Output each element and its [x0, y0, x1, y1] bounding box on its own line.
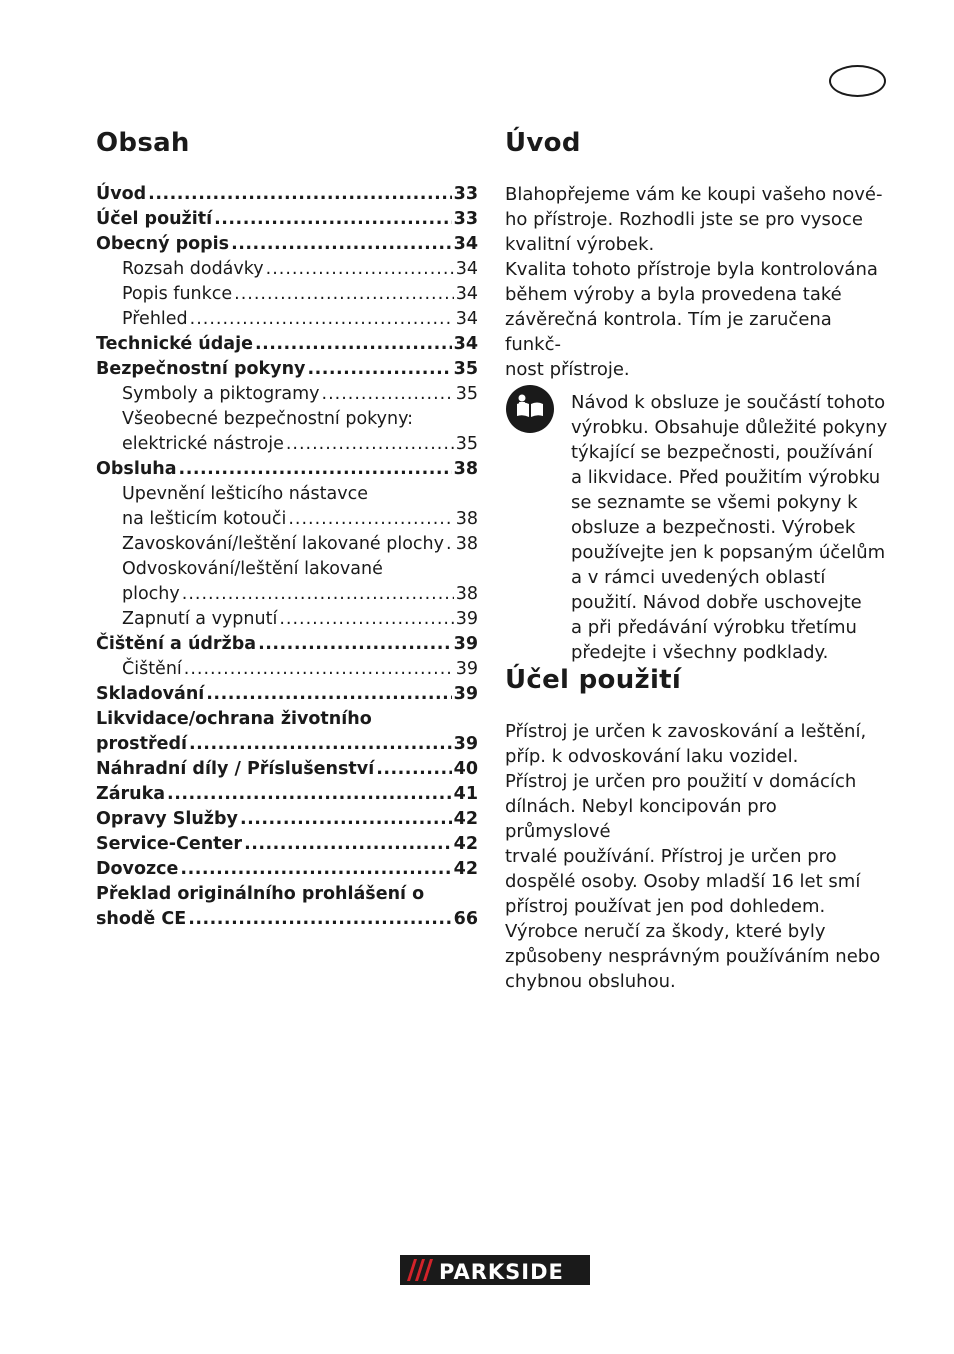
toc-page-number: 33 — [453, 184, 478, 204]
toc-entry-label: Likvidace/ochrana životního — [96, 709, 372, 729]
text-line: a v rámci uvedených oblastí — [571, 567, 826, 588]
toc-page-number: 35 — [455, 384, 478, 404]
toc-entry-label: plochy — [122, 584, 180, 604]
toc-page-number: 38 — [455, 509, 478, 529]
toc-dot-leader — [182, 582, 454, 607]
toc-dot-leader — [179, 457, 452, 482]
toc-page-number: 39 — [453, 634, 478, 654]
toc-dot-leader — [286, 432, 454, 457]
intro-paragraph-2 — [505, 257, 895, 382]
text-line: a likvidace. Před použitím výrobku — [571, 467, 881, 488]
table-of-contents — [96, 128, 478, 932]
toc-list — [96, 182, 478, 932]
toc-entry — [96, 707, 478, 732]
toc-entry — [96, 482, 478, 507]
toc-entry — [96, 657, 478, 682]
toc-entry — [96, 757, 478, 782]
toc-page-number: 39 — [455, 659, 478, 679]
toc-entry — [96, 282, 478, 307]
toc-entry-label: Skladování — [96, 684, 205, 704]
read-manual-icon — [505, 384, 555, 434]
toc-entry — [96, 682, 478, 707]
toc-page-number: 41 — [453, 784, 478, 804]
toc-entry — [96, 507, 478, 532]
toc-dot-leader — [244, 832, 452, 857]
text-line: ho přístroje. Rozhodli jste se pro vysoce — [505, 209, 863, 230]
toc-entry-label: Bezpečnostní pokyny — [96, 359, 306, 379]
toc-dot-leader — [234, 282, 454, 307]
toc-entry-label: shodě CE — [96, 909, 187, 929]
toc-entry-label: Popis funkce — [122, 284, 233, 304]
text-line: výrobku. Obsahuje důležité pokyny — [571, 417, 888, 438]
toc-entry-label: Zapnutí a vypnutí — [122, 609, 278, 629]
toc-entry — [96, 382, 478, 407]
text-line: týkající se bezpečnosti, používání — [571, 442, 873, 463]
text-line: předejte i všechny podklady. — [571, 642, 829, 663]
toc-entry-label: Všeobecné bezpečnostní pokyny: — [122, 409, 414, 429]
toc-entry — [96, 357, 478, 382]
toc-page-number: 38 — [455, 584, 478, 604]
toc-entry-label: Obecný popis — [96, 234, 230, 254]
svg-text:PARKSIDE: PARKSIDE — [439, 1260, 564, 1284]
toc-dot-leader — [184, 657, 454, 682]
toc-entry-label: Service-Center — [96, 834, 243, 854]
text-line: používejte jen k popsaným účelům — [571, 542, 886, 563]
toc-entry-label: Technické údaje — [96, 334, 253, 354]
toc-entry — [96, 532, 478, 557]
toc-entry-label: Překlad originálního prohlášení o — [96, 884, 425, 904]
toc-entry-label: Obsluha — [96, 459, 177, 479]
toc-page-number: 39 — [453, 734, 478, 754]
purpose-paragraph — [505, 719, 895, 994]
toc-page-number: 34 — [453, 334, 478, 354]
toc-entry-label: Upevnění lešticího nástavce — [122, 484, 368, 504]
text-line: přístroj používat jen pod dohledem. — [505, 896, 826, 917]
text-line: Návod k obsluze je součástí tohoto — [571, 392, 886, 413]
toc-page-number: 42 — [453, 834, 478, 854]
toc-page-number: 38 — [453, 459, 478, 479]
toc-page-number: 34 — [455, 284, 478, 304]
toc-dot-leader — [167, 782, 452, 807]
toc-entry-label: Odvoskování/leštění lakované — [122, 559, 383, 579]
toc-entry-label: Opravy Služby — [96, 809, 238, 829]
toc-page-number: 42 — [453, 859, 478, 879]
toc-dot-leader — [180, 857, 451, 882]
toc-entry-label: elektrické nástroje — [122, 434, 284, 454]
toc-entry — [96, 782, 478, 807]
toc-dot-leader — [255, 332, 452, 357]
toc-entry — [96, 882, 478, 907]
toc-dot-leader — [214, 207, 452, 232]
toc-entry — [96, 182, 478, 207]
notice-text — [571, 390, 889, 665]
toc-page-number: 33 — [453, 209, 478, 229]
text-line: nost přístroje. — [505, 359, 630, 380]
text-line: se seznamte se všemi pokyny k — [571, 492, 858, 513]
toc-entry-label: Dovozce — [96, 859, 179, 879]
text-line: trvalé používání. Přístroj je určen pro — [505, 846, 837, 867]
toc-entry — [96, 457, 478, 482]
text-line: kvalitní výrobek. — [505, 234, 655, 255]
toc-entry — [96, 307, 478, 332]
toc-dot-leader — [446, 532, 454, 557]
toc-entry-label: Přehled — [122, 309, 188, 329]
toc-title: Obsah — [96, 128, 190, 158]
toc-entry-label: Úvod — [96, 184, 147, 204]
toc-page-number: 39 — [455, 609, 478, 629]
language-badge — [829, 65, 886, 97]
toc-dot-leader — [307, 357, 451, 382]
toc-entry-label: prostředí — [96, 734, 187, 754]
toc-entry — [96, 407, 478, 432]
toc-entry-label: Rozsah dodávky — [122, 259, 264, 279]
toc-dot-leader — [148, 182, 451, 207]
toc-entry — [96, 332, 478, 357]
toc-page-number: 39 — [453, 684, 478, 704]
text-line: chybnou obsluhou. — [505, 971, 676, 992]
content-column — [505, 128, 895, 994]
toc-entry — [96, 807, 478, 832]
toc-page-number: 34 — [455, 259, 478, 279]
intro-paragraph-1 — [505, 182, 895, 257]
toc-dot-leader — [279, 607, 453, 632]
toc-dot-leader — [376, 757, 451, 782]
toc-entry-label: Účel použití — [96, 209, 213, 229]
toc-page-number: 42 — [453, 809, 478, 829]
toc-dot-leader — [322, 382, 454, 407]
text-line: Kvalita tohoto přístroje byla kontrolována — [505, 259, 878, 280]
text-line: během výroby a byla provedena také — [505, 284, 842, 305]
toc-entry-label: Záruka — [96, 784, 166, 804]
toc-entry — [96, 257, 478, 282]
toc-page-number: 34 — [453, 234, 478, 254]
toc-entry — [96, 557, 478, 582]
text-line: Přístroj je určen pro použití v domácích — [505, 771, 857, 792]
toc-page-number: 40 — [453, 759, 478, 779]
toc-entry — [96, 632, 478, 657]
toc-dot-leader — [231, 232, 452, 257]
toc-entry — [96, 907, 478, 932]
text-line: použití. Návod dobře uschovejte — [571, 592, 862, 613]
toc-entry-label: Čištění a údržba — [96, 634, 257, 654]
toc-dot-leader — [288, 507, 453, 532]
toc-entry — [96, 582, 478, 607]
text-line: způsobeny nesprávným používáním nebo — [505, 946, 881, 967]
toc-page-number: 35 — [453, 359, 478, 379]
text-line: dílnách. Nebyl koncipován pro průmyslové — [505, 796, 777, 842]
toc-dot-leader — [188, 907, 451, 932]
text-line: Výrobce neručí za škody, které byly — [505, 921, 826, 942]
text-line: a při předávání výrobku třetímu — [571, 617, 857, 638]
toc-entry — [96, 207, 478, 232]
toc-page-number: 38 — [455, 534, 478, 554]
toc-dot-leader — [266, 257, 454, 282]
toc-entry-label: Náhradní díly / Příslušenství — [96, 759, 375, 779]
toc-entry — [96, 232, 478, 257]
intro-title: Úvod — [505, 128, 581, 158]
toc-entry-label: na lešticím kotouči — [122, 509, 287, 529]
text-line: Blahopřejeme vám ke koupi vašeho nové- — [505, 184, 883, 205]
text-line: obsluze a bezpečnosti. Výrobek — [571, 517, 856, 538]
toc-entry — [96, 832, 478, 857]
toc-dot-leader — [189, 732, 452, 757]
toc-dot-leader — [190, 307, 454, 332]
manual-notice — [505, 390, 895, 665]
toc-entry-label: Zavoskování/leštění lakované plochy — [122, 534, 444, 554]
toc-entry — [96, 857, 478, 882]
text-line: dospělé osoby. Osoby mladší 16 let smí — [505, 871, 861, 892]
toc-entry-label: Symboly a piktogramy — [122, 384, 320, 404]
toc-page-number: 66 — [453, 909, 478, 929]
purpose-title: Účel použití — [505, 665, 682, 695]
toc-page-number: 34 — [455, 309, 478, 329]
toc-entry — [96, 607, 478, 632]
toc-dot-leader — [206, 682, 451, 707]
text-line: příp. k odvoskování laku vozidel. — [505, 746, 799, 767]
text-line: závěrečná kontrola. Tím je zaručena funkč- — [505, 309, 832, 355]
text-line: Přístroj je určen k zavoskování a leštění, — [505, 721, 867, 742]
toc-entry — [96, 732, 478, 757]
toc-dot-leader — [258, 632, 452, 657]
toc-entry — [96, 432, 478, 457]
parkside-logo — [399, 1254, 591, 1286]
toc-dot-leader — [240, 807, 452, 832]
toc-entry-label: Čištění — [122, 659, 182, 679]
toc-page-number: 35 — [455, 434, 478, 454]
